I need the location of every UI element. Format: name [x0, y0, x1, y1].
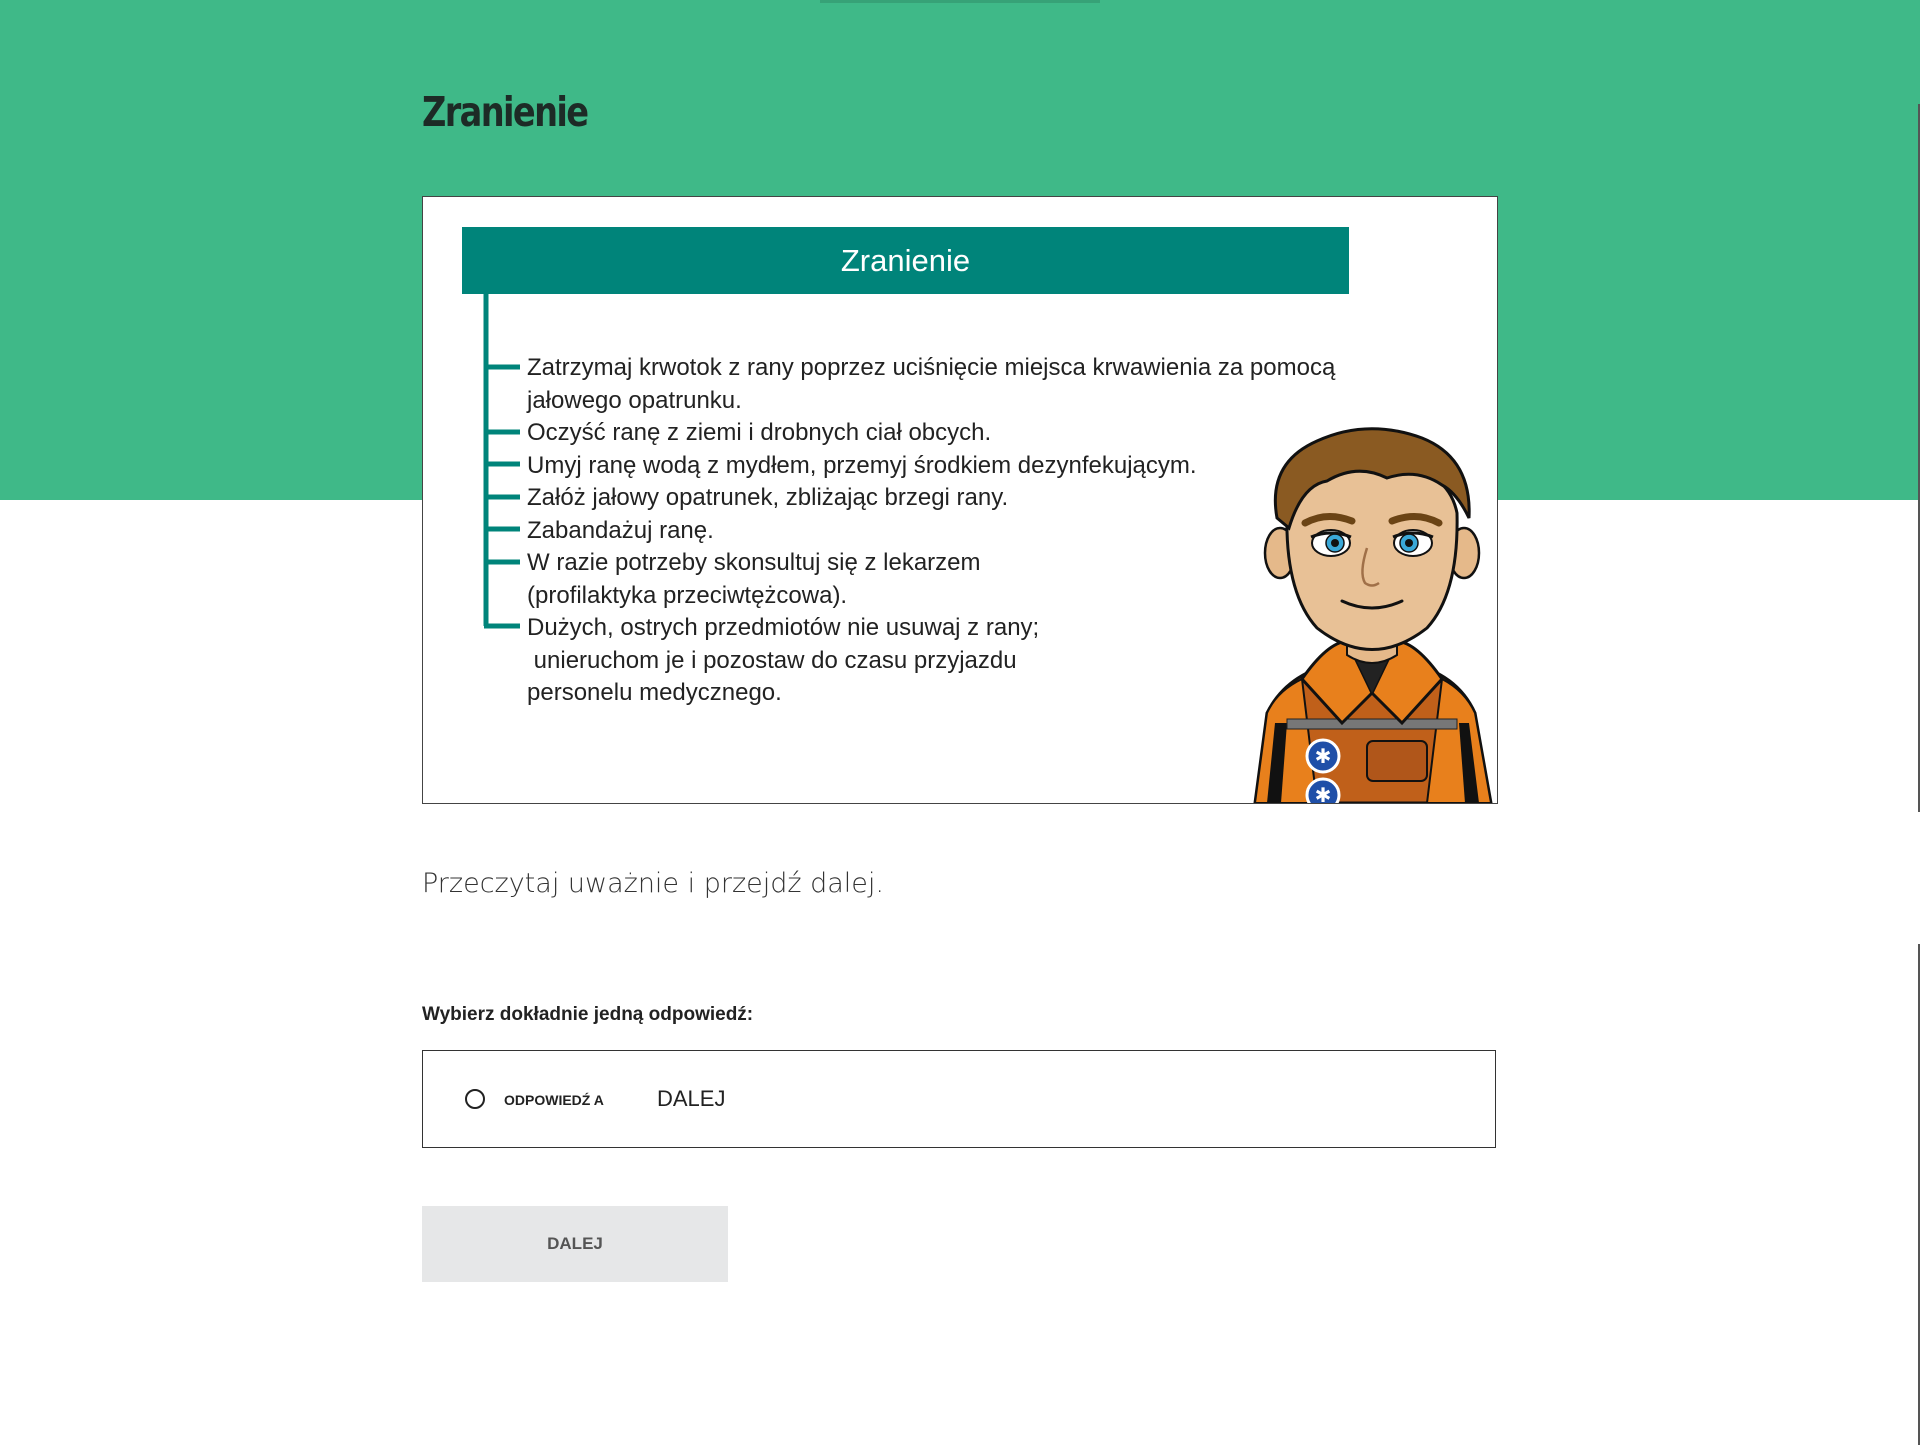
answer-key-label: ODPOWIEDŹ A	[504, 1092, 604, 1108]
bullet-item: Zatrzymaj krwotok z rany poprzez uciśnięcie miejsca krwawienia za pomocą jałowego opatrunku.	[527, 354, 1336, 414]
lesson-slide-image	[422, 196, 1498, 804]
question-label: Wybierz dokładnie jedną odpowiedź:	[422, 1004, 754, 1025]
bullet-item: Dużych, ostrych przedmiotów nie usuwaj z rany; unieruchom je i pozostaw do czasu przyjazdu personelu medycznego.	[527, 614, 1040, 706]
top-divider	[820, 0, 1100, 3]
slide-header: Zranienie	[462, 227, 1349, 294]
radio-button[interactable]	[465, 1089, 485, 1109]
instruction-text: Przeczytaj uważnie i przejdź dalej.	[422, 868, 885, 899]
svg-text:✱: ✱	[1314, 783, 1332, 803]
bullet-item: Zabandażuj ranę.	[527, 516, 714, 544]
answer-text: DALEJ	[657, 1086, 726, 1111]
bullet-item: Załóż jałowy opatrunek, zbliżając brzegi rany.	[527, 484, 1009, 511]
bullet-item: W razie potrzeby skonsultuj się z lekarzem (profilaktyka przeciwtężcowa).	[527, 549, 981, 609]
svg-text:✱: ✱	[1314, 744, 1332, 768]
bullet-item: Umyj ranę wodą z mydłem, przemyj środkiem dezynfekującym.	[527, 451, 1197, 479]
slide-bullet-list	[527, 352, 1335, 710]
answer-option-a[interactable]	[422, 1050, 1496, 1148]
page-title: Zranienie	[422, 88, 588, 136]
paramedic-illustration	[1247, 423, 1497, 803]
bullet-item: Oczyść ranę z ziemi i drobnych ciał obcych.	[527, 419, 992, 446]
next-button[interactable]: DALEJ	[422, 1206, 728, 1282]
